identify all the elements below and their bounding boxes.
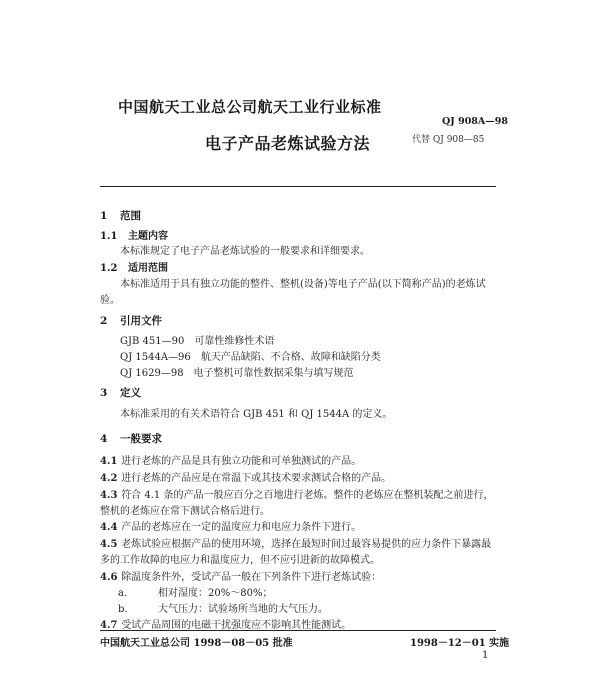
clause-4-6: 4.6 除温度条件外，受试产品一般在下列条件下进行老炼试验： xyxy=(100,572,382,583)
footer-divider xyxy=(100,630,496,631)
clause-4-6-item-b: b. 大气压力：试验场所当地的大气压力。 xyxy=(118,604,328,615)
reference-item: GJB 451—90 可靠性维修性术语 xyxy=(120,336,275,347)
section-4-heading: 4 一般要求 xyxy=(100,433,162,445)
clause-4-7: 4.7 受试产品周围的电磁干扰强度应不影响其性能测试。 xyxy=(100,620,352,631)
clause-4-3-line2: 整机的老炼应在常下测试合格后进行。 xyxy=(100,506,270,517)
approval-note: 中国航天工业总公司 1998－08－05 批准 xyxy=(100,638,293,649)
section-3-heading: 3 定义 xyxy=(100,387,141,399)
clause-4-4: 4.4 产品的老炼应在一定的温度应力和电应力条件下进行。 xyxy=(100,522,362,533)
supersedes-note: 代替 QJ 908—85 xyxy=(412,135,485,145)
organization-title: 中国航天工业总公司航天工业行业标准 xyxy=(118,98,382,116)
section-1-2-text-line1: 本标准适用于具有独立功能的整件、整机(设备)等电子产品(以下简称产品)的老炼试 xyxy=(120,279,486,290)
section-3-text: 本标准采用的有关术语符合 GJB 451 和 QJ 1544A 的定义。 xyxy=(120,409,393,420)
clause-4-6-item-a: a. 相对湿度：20%～80%； xyxy=(118,588,273,599)
document-title: 电子产品老炼试验方法 xyxy=(205,134,371,153)
header-divider xyxy=(100,186,496,187)
clause-4-3-line1: 4.3 符合 4.1 条的产品一般应百分之百地进行老炼。整件的老炼应在整机装配之前进行， xyxy=(100,490,494,501)
section-1-2-heading: 1.2 适用范围 xyxy=(100,263,168,274)
standard-number: QJ 908A—98 xyxy=(442,116,508,127)
clause-4-5-line2: 多的工作故障的电应力和温度应力，但不应引进新的故障模式。 xyxy=(100,555,380,566)
clause-4-1: 4.1 进行老炼的产品是具有独立功能和可单独测试的产品。 xyxy=(100,456,362,467)
section-1-heading: 1 范围 xyxy=(100,210,141,222)
reference-item: QJ 1544A—96 航天产品缺陷、不合格、故障和缺陷分类 xyxy=(120,352,381,363)
section-2-heading: 2 引用文件 xyxy=(100,315,162,327)
section-1-1-text: 本标准规定了电子产品老炼试验的一般要求和详细要求。 xyxy=(120,246,370,257)
clause-4-5-line1: 4.5 老炼试验应根据产品的使用环境，选择在最短时间过最容易提供的应力条件下暴露最 xyxy=(100,539,492,550)
section-1-2-text-line2: 验。 xyxy=(100,295,120,306)
reference-item: QJ 1629—98 电子整机可靠性数据采集与填写规范 xyxy=(120,368,354,379)
clause-4-2: 4.2 进行老炼的产品应是在常温下或其技术要求测试合格的产品。 xyxy=(100,473,392,484)
section-1-1-heading: 1.1 主题内容 xyxy=(100,231,168,242)
effective-date: 1998－12－01 实施 xyxy=(410,638,510,649)
page-number: 1 xyxy=(482,650,489,661)
